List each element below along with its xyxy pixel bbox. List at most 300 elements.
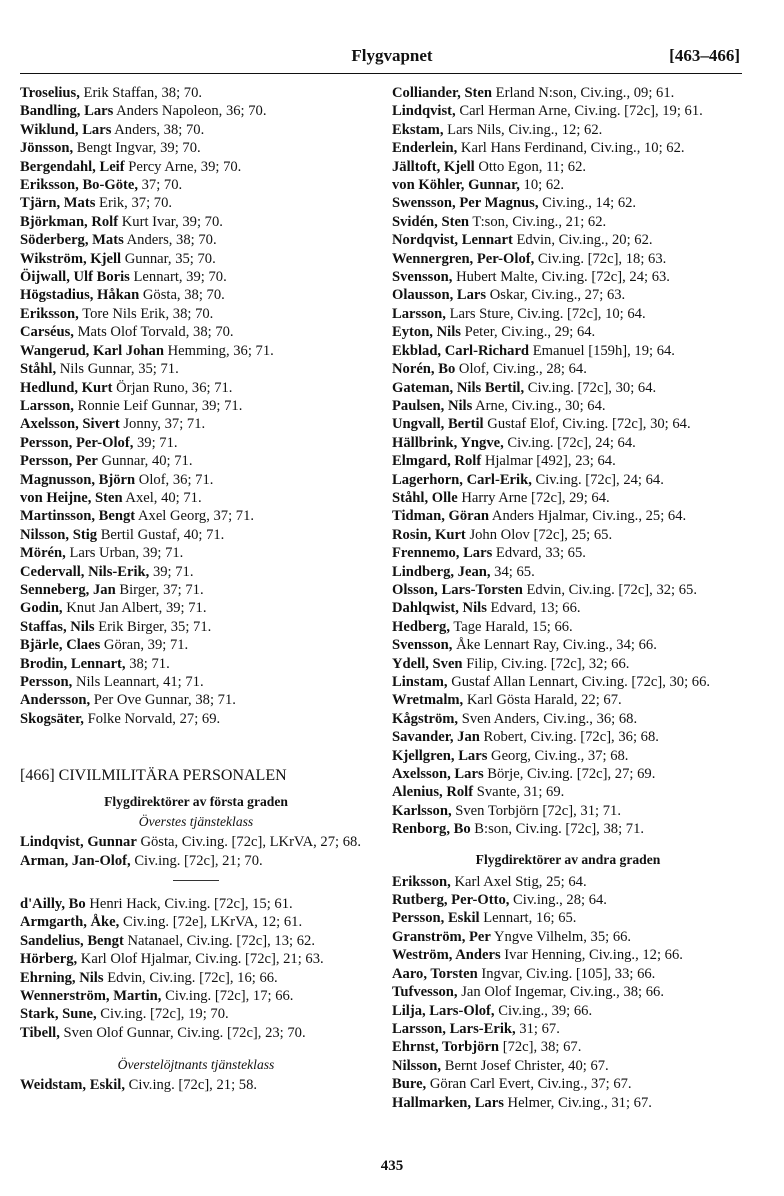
entry-bold-name: Wikström, Kjell bbox=[20, 250, 122, 267]
entry bbox=[20, 969, 372, 987]
entry-details: Karl Olof Hjalmar, Civ.ing. [72c], 21; 63. bbox=[77, 951, 324, 968]
entry-bold-name: d'Ailly, Bo bbox=[20, 896, 86, 913]
entry-bold-name: Bjärle, Claes bbox=[20, 637, 101, 654]
entry-details: Ronnie Leif Gunnar, 39; 71. bbox=[73, 397, 243, 414]
entry-bold-name: Wennerström, Martin, bbox=[20, 988, 162, 1005]
entry-details: Edvard, 13; 66. bbox=[486, 600, 581, 617]
entry-details: Bernt Josef Christer, 40; 67. bbox=[441, 1057, 609, 1074]
grade-heading: Flygdirektörer av första graden bbox=[104, 794, 288, 810]
entry-bold-name: Olsson, Lars-Torsten bbox=[392, 581, 523, 598]
entry bbox=[20, 231, 372, 249]
entry bbox=[20, 507, 372, 525]
entry bbox=[20, 342, 372, 360]
entry-details: Percy Arne, 39; 70. bbox=[124, 158, 242, 175]
entry bbox=[392, 909, 744, 927]
entry-bold-name: Persson, Per bbox=[20, 453, 98, 470]
entry bbox=[392, 286, 744, 304]
entry-details: Karl Hans Ferdinand, Civ.ing., 10; 62. bbox=[457, 140, 685, 157]
entry-details: Göran, 39; 71. bbox=[100, 637, 189, 654]
entry bbox=[392, 231, 744, 249]
entry bbox=[20, 852, 372, 870]
entry-details: Hubert Malte, Civ.ing. [72c], 24; 63. bbox=[452, 269, 670, 286]
entry-bold-name: Ydell, Sven bbox=[392, 655, 463, 672]
entry-bold-name: Weidstam, Eskil, bbox=[20, 1077, 126, 1094]
entry-bold-name: Colliander, Sten bbox=[392, 85, 493, 101]
entry bbox=[392, 194, 744, 212]
entry-details: Göran Carl Evert, Civ.ing., 37; 67. bbox=[426, 1076, 632, 1093]
entry bbox=[20, 176, 372, 194]
entry-bold-name: Armgarth, Åke, bbox=[20, 914, 120, 931]
entry-details: Axel Georg, 37; 71. bbox=[135, 508, 255, 525]
entry-details: Erik Birger, 35; 71. bbox=[94, 618, 212, 635]
entry-bold-name: Ungvall, Bertil bbox=[392, 416, 484, 433]
entry bbox=[392, 489, 744, 507]
entry bbox=[392, 213, 744, 231]
entry-details: Civ.ing. [72c], 21; 70. bbox=[130, 852, 263, 869]
entry-bold-name: Persson, bbox=[20, 674, 73, 690]
right-entry-list-2 bbox=[392, 873, 744, 1112]
entry bbox=[20, 158, 372, 176]
entry-bold-name: Tidman, Göran bbox=[392, 508, 490, 525]
entry-bold-name: Hedlund, Kurt bbox=[20, 379, 113, 396]
running-header-section-code: [463–466] bbox=[669, 46, 740, 65]
header-rule bbox=[20, 73, 742, 74]
entry-bold-name: Larsson, bbox=[392, 305, 446, 322]
entry bbox=[392, 268, 744, 286]
entry bbox=[20, 415, 372, 433]
entry-details: Ingvar, Civ.ing. [105], 33; 66. bbox=[477, 965, 656, 982]
entry-details: Jan Olof Ingemar, Civ.ing., 38; 66. bbox=[457, 984, 664, 1001]
entry-details: Birger, 37; 71. bbox=[115, 581, 204, 598]
entry bbox=[392, 434, 744, 452]
entry-bold-name: Persson, Eskil bbox=[392, 910, 480, 927]
left-column bbox=[20, 84, 372, 1095]
entry bbox=[20, 305, 372, 323]
entry bbox=[20, 213, 372, 231]
entry bbox=[20, 895, 372, 913]
entry-details: Georg, Civ.ing., 37; 68. bbox=[487, 747, 629, 764]
entry-details: Örjan Runo, 36; 71. bbox=[112, 379, 233, 396]
entry bbox=[392, 820, 744, 838]
entry-details: Kurt Ivar, 39; 70. bbox=[118, 213, 223, 230]
entry-details: Edvin, Civ.ing., 20; 62. bbox=[512, 232, 653, 249]
entry-bold-name: Sandelius, Bengt bbox=[20, 932, 124, 949]
entry-bold-name: Hällbrink, Yngve, bbox=[392, 434, 504, 451]
entry-bold-name: Cedervall, Nils-Erik, bbox=[20, 563, 150, 580]
entry-bold-name: Godin, bbox=[20, 600, 63, 617]
entry bbox=[392, 946, 744, 964]
entry-bold-name: Jönsson, bbox=[20, 140, 74, 157]
entry-bold-name: Lindqvist, Gunnar bbox=[20, 834, 137, 851]
entry-details: Robert, Civ.ing. [72c], 36; 68. bbox=[479, 729, 659, 746]
entry-details: Nils Leannart, 41; 71. bbox=[72, 674, 204, 690]
entry-details: Gösta, Civ.ing. [72c], LKrVA, 27; 68. bbox=[136, 834, 361, 851]
rank-class-heading: Överstes tjänsteklass bbox=[138, 814, 254, 830]
entry-bold-name: Jälltoft, Kjell bbox=[392, 158, 475, 175]
entry-bold-name: Nordqvist, Lennart bbox=[392, 232, 513, 249]
entry-bold-name: Elmgard, Rolf bbox=[392, 453, 482, 470]
entry-bold-name: Alenius, Rolf bbox=[392, 784, 474, 801]
entry-details: Civ.ing. [72c], 30; 64. bbox=[524, 379, 657, 396]
entry-bold-name: Dahlqwist, Nils bbox=[392, 600, 487, 617]
entry-bold-name: Senneberg, Jan bbox=[20, 581, 116, 598]
entry bbox=[20, 250, 372, 268]
entry-bold-name: Lilja, Lars-Olof, bbox=[392, 1002, 495, 1019]
entry bbox=[20, 526, 372, 544]
entry-bold-name: Ekstam, bbox=[392, 121, 444, 138]
entry bbox=[20, 379, 372, 397]
entry-bold-name: Eriksson, bbox=[20, 305, 79, 322]
entry bbox=[20, 710, 372, 728]
entry-details: Knut Jan Albert, 39; 71. bbox=[62, 600, 207, 617]
entry bbox=[392, 802, 744, 820]
entry-details: Olof, 36; 71. bbox=[135, 471, 214, 488]
entry-details: Ivar Henning, Civ.ing., 12; 66. bbox=[500, 947, 683, 964]
entry-bold-name: Hedberg, bbox=[392, 618, 450, 635]
entry bbox=[20, 932, 372, 950]
entry bbox=[20, 599, 372, 617]
entry bbox=[20, 434, 372, 452]
entry-details: Edvin, Civ.ing. [72c], 16; 66. bbox=[103, 969, 278, 986]
entry bbox=[20, 544, 372, 562]
entry bbox=[392, 1094, 744, 1112]
entry bbox=[392, 1057, 744, 1075]
entry-bold-name: Martinsson, Bengt bbox=[20, 508, 136, 525]
entry bbox=[20, 286, 372, 304]
entry-bold-name: Weström, Anders bbox=[392, 947, 501, 964]
entry-bold-name: Kågström, bbox=[392, 710, 459, 727]
entry-bold-name: Bandling, Lars bbox=[20, 103, 114, 120]
entry bbox=[392, 581, 744, 599]
entry bbox=[392, 250, 744, 268]
entry bbox=[20, 987, 372, 1005]
entry bbox=[392, 710, 744, 728]
entry-details: Oskar, Civ.ing., 27; 63. bbox=[486, 287, 626, 304]
entry-details: B:son, Civ.ing. [72c], 38; 71. bbox=[470, 821, 645, 838]
entry-bold-name: Eyton, Nils bbox=[392, 324, 461, 341]
entry bbox=[392, 983, 744, 1001]
entry-details: Folke Norvald, 27; 69. bbox=[83, 710, 221, 727]
entry bbox=[20, 452, 372, 470]
entry-details: Civ.ing. [72e], LKrVA, 12; 61. bbox=[119, 914, 303, 931]
entry-details: 37; 70. bbox=[137, 177, 183, 194]
entry-bold-name: Nilsson, bbox=[392, 1057, 442, 1074]
entry-bold-name: Olausson, Lars bbox=[392, 287, 487, 304]
entry-details: Nils Gunnar, 35; 71. bbox=[56, 361, 179, 378]
entry-details: Lars Sture, Civ.ing. [72c], 10; 64. bbox=[445, 305, 646, 322]
entry bbox=[392, 342, 744, 360]
entry bbox=[392, 323, 744, 341]
entry-bold-name: Larsson, Lars-Erik, bbox=[392, 1020, 516, 1037]
entry-bold-name: von Köhler, Gunnar, bbox=[392, 177, 520, 194]
entry-bold-name: Bergendahl, Leif bbox=[20, 158, 125, 175]
entry-details: Civ.ing. [72c], 19; 70. bbox=[96, 1006, 229, 1023]
entry-bold-name: Norén, Bo bbox=[392, 361, 456, 378]
entry-details: Karl Axel Stig, 25; 64. bbox=[450, 873, 587, 890]
entry-details: 38; 71. bbox=[125, 655, 170, 672]
entry-bold-name: Staffas, Nils bbox=[20, 618, 95, 635]
entry bbox=[392, 1075, 744, 1093]
entry-details: Sven Torbjörn [72c], 31; 71. bbox=[451, 802, 621, 819]
entry-bold-name: Öijwall, Ulf Boris bbox=[20, 269, 130, 286]
entry-bold-name: Lindberg, Jean, bbox=[392, 563, 491, 580]
entry-details: Börje, Civ.ing. [72c], 27; 69. bbox=[483, 766, 656, 783]
entry bbox=[392, 84, 744, 102]
entry-details: Bertil Gustaf, 40; 71. bbox=[97, 526, 225, 543]
entry-details: Civ.ing. [72c], 17; 66. bbox=[161, 988, 294, 1005]
entry-details: Tage Harald, 15; 66. bbox=[449, 618, 573, 635]
entry-details: Arne, Civ.ing., 30; 64. bbox=[472, 397, 606, 414]
entry bbox=[392, 121, 744, 139]
entry-bold-name: Svensson, bbox=[392, 637, 453, 654]
entry bbox=[20, 833, 372, 851]
entry bbox=[20, 397, 372, 415]
entry-bold-name: Karlsson, bbox=[392, 802, 452, 819]
entry-bold-name: Svensson, bbox=[392, 269, 453, 286]
entry bbox=[392, 728, 744, 746]
entry-details: Per Ove Gunnar, 38; 71. bbox=[90, 692, 236, 709]
entry bbox=[20, 618, 372, 636]
entry-details: Otto Egon, 11; 62. bbox=[474, 158, 587, 175]
entry bbox=[392, 765, 744, 783]
entry-group-2 bbox=[20, 895, 372, 1042]
entry-bold-name: Gateman, Nils Bertil, bbox=[392, 379, 525, 396]
entry-bold-name: Lindqvist, bbox=[392, 103, 456, 120]
entry bbox=[20, 360, 372, 378]
entry-details: 34; 65. bbox=[490, 563, 535, 580]
section-title: [466] CIVILMILITÄRA PERSONALEN bbox=[20, 767, 287, 785]
entry bbox=[392, 655, 744, 673]
entry bbox=[392, 599, 744, 617]
entry bbox=[20, 1076, 372, 1094]
entry-bold-name: Kjellgren, Lars bbox=[392, 747, 488, 764]
entry-bold-name: Rutberg, Per-Otto, bbox=[392, 892, 510, 909]
entry-details: Civ.ing. [72c], 18; 63. bbox=[534, 250, 667, 267]
left-entry-list bbox=[20, 84, 372, 728]
entry bbox=[392, 1020, 744, 1038]
entry-bold-name: Frennemo, Lars bbox=[392, 545, 493, 562]
entry-bold-name: Stark, Sune, bbox=[20, 1006, 97, 1023]
entry-bold-name: Lagerhorn, Carl-Erik, bbox=[392, 471, 532, 488]
entry-details: Karl Gösta Harald, 22; 67. bbox=[463, 692, 622, 709]
entry-bold-name: Andersson, bbox=[20, 692, 91, 709]
entry bbox=[392, 965, 744, 983]
entry bbox=[392, 176, 744, 194]
entry-details: Sven Olof Gunnar, Civ.ing. [72c], 23; 70. bbox=[59, 1024, 306, 1041]
running-header-title: Flygvapnet bbox=[351, 46, 433, 65]
entry-details: Lars Nils, Civ.ing., 12; 62. bbox=[443, 121, 603, 138]
entry bbox=[392, 563, 744, 581]
entry-details: Bengt Ingvar, 39; 70. bbox=[73, 140, 201, 157]
entry-details: Filip, Civ.ing. [72c], 32; 66. bbox=[462, 655, 630, 672]
entry-details: Civ.ing. [72c], 24; 64. bbox=[531, 471, 664, 488]
entry-details: 39; 71. bbox=[133, 434, 178, 451]
entry-bold-name: Svidén, Sten bbox=[392, 213, 470, 230]
entry bbox=[392, 1038, 744, 1056]
entry bbox=[20, 323, 372, 341]
entry-details: Erland N:son, Civ.ing., 09; 61. bbox=[492, 85, 675, 101]
entry-details: Axel, 40; 71. bbox=[122, 489, 202, 506]
entry bbox=[392, 526, 744, 544]
entry-details: Emanuel [159h], 19; 64. bbox=[529, 342, 675, 359]
entry-details: Civ.ing., 14; 62. bbox=[538, 195, 637, 212]
entry-details: T:son, Civ.ing., 21; 62. bbox=[469, 213, 607, 230]
entry-bold-name: Söderberg, Mats bbox=[20, 232, 124, 249]
entry bbox=[20, 121, 372, 139]
entry bbox=[392, 471, 744, 489]
entry-details: Anders, 38; 70. bbox=[111, 121, 205, 138]
entry-group-1 bbox=[20, 833, 372, 870]
entry-details: Lars Urban, 39; 71. bbox=[65, 545, 184, 562]
entry-bold-name: von Heijne, Sten bbox=[20, 489, 123, 506]
entry-details: Edvard, 33; 65. bbox=[492, 545, 586, 562]
entry-details: John Olov [72c], 25; 65. bbox=[465, 526, 613, 543]
entry bbox=[392, 507, 744, 525]
entry-bold-name: Renborg, Bo bbox=[392, 821, 471, 838]
entry-bold-name: Arman, Jan-Olof, bbox=[20, 852, 131, 869]
entry bbox=[392, 544, 744, 562]
entry-details: Harry Arne [72c], 29; 64. bbox=[457, 489, 610, 506]
entry-group-3 bbox=[20, 1076, 372, 1094]
entry-bold-name: Paulsen, Nils bbox=[392, 397, 473, 414]
entry bbox=[20, 194, 372, 212]
entry bbox=[20, 673, 372, 691]
entry bbox=[20, 581, 372, 599]
entry bbox=[20, 636, 372, 654]
entry bbox=[20, 1024, 372, 1042]
section-divider bbox=[173, 880, 219, 881]
entry-bold-name: Troselius, bbox=[20, 85, 80, 101]
entry-bold-name: Carséus, bbox=[20, 324, 74, 341]
entry-bold-name: Skogsäter, bbox=[20, 710, 84, 727]
entry-bold-name: Axelsson, Sivert bbox=[20, 416, 120, 433]
entry-bold-name: Larsson, bbox=[20, 397, 74, 414]
entry bbox=[392, 379, 744, 397]
entry bbox=[392, 928, 744, 946]
entry bbox=[20, 691, 372, 709]
grade-heading-2: Flygdirektörer av andra graden bbox=[475, 851, 661, 867]
entry-bold-name: Persson, Per-Olof, bbox=[20, 434, 134, 451]
entry-bold-name: Ehrning, Nils bbox=[20, 969, 104, 986]
entry bbox=[392, 636, 744, 654]
entry-details: Erik, 37; 70. bbox=[95, 195, 173, 212]
entry-details: Hjalmar [492], 23; 64. bbox=[481, 453, 616, 470]
entry-bold-name: Wiklund, Lars bbox=[20, 121, 112, 138]
entry bbox=[20, 102, 372, 120]
entry-bold-name: Tjärn, Mats bbox=[20, 195, 96, 212]
entry-details: [72c], 38; 67. bbox=[499, 1039, 582, 1056]
entry-bold-name: Granström, Per bbox=[392, 928, 491, 945]
entry bbox=[20, 268, 372, 286]
page-number: 435 bbox=[380, 1158, 404, 1174]
entry-details: Edvin, Civ.ing. [72c], 32; 65. bbox=[522, 581, 697, 598]
entry bbox=[392, 783, 744, 801]
entry-details: Civ.ing. [72c], 21; 58. bbox=[125, 1077, 258, 1094]
entry-bold-name: Tufvesson, bbox=[392, 984, 458, 1001]
entry-details: Lennart, 16; 65. bbox=[479, 910, 577, 927]
entry bbox=[392, 360, 744, 378]
entry-bold-name: Hallmarken, Lars bbox=[392, 1094, 504, 1111]
entry-bold-name: Ekblad, Carl-Richard bbox=[392, 342, 530, 359]
entry-bold-name: Wangerud, Karl Johan bbox=[20, 342, 164, 359]
entry-details: Civ.ing. [72c], 24; 64. bbox=[503, 434, 636, 451]
entry bbox=[392, 691, 744, 709]
right-entry-list bbox=[392, 84, 744, 839]
entry-details: Gunnar, 35; 70. bbox=[121, 250, 216, 267]
entry bbox=[20, 139, 372, 157]
entry-details: Helmer, Civ.ing., 31; 67. bbox=[503, 1094, 652, 1111]
entry bbox=[392, 415, 744, 433]
entry-details: 39; 71. bbox=[149, 563, 194, 580]
entry-details: 10; 62. bbox=[519, 177, 565, 194]
entry-bold-name: Björkman, Rolf bbox=[20, 213, 119, 230]
entry-bold-name: Swensson, Per Magnus, bbox=[392, 195, 539, 212]
entry bbox=[20, 1005, 372, 1023]
entry bbox=[392, 397, 744, 415]
entry bbox=[392, 673, 744, 691]
entry bbox=[20, 950, 372, 968]
entry bbox=[392, 158, 744, 176]
entry bbox=[20, 655, 372, 673]
entry-details: Hemming, 36; 71. bbox=[163, 342, 274, 359]
entry-bold-name: Enderlein, bbox=[392, 140, 458, 157]
entry-bold-name: Wennergren, Per-Olof, bbox=[392, 250, 535, 267]
entry-bold-name: Eriksson, Bo-Göte, bbox=[20, 177, 138, 194]
entry-details: Gustaf Allan Lennart, Civ.ing. [72c], 30; 66. bbox=[447, 674, 711, 690]
entry-details: Sven Anders, Civ.ing., 36; 68. bbox=[458, 710, 638, 727]
entry-details: Åke Lennart Ray, Civ.ing., 34; 66. bbox=[452, 637, 657, 654]
entry-details: Olof, Civ.ing., 28; 64. bbox=[455, 361, 587, 378]
entry-bold-name: Mörén, bbox=[20, 545, 66, 562]
rank-class-heading-2: Överstelöjtnants tjänsteklass bbox=[117, 1057, 275, 1073]
entry-details: Tore Nils Erik, 38; 70. bbox=[78, 305, 214, 322]
entry-bold-name: Högstadius, Håkan bbox=[20, 287, 140, 304]
entry bbox=[20, 84, 372, 102]
entry-bold-name: Wretmalm, bbox=[392, 692, 464, 709]
entry-bold-name: Ehrnst, Torbjörn bbox=[392, 1039, 500, 1056]
entry-bold-name: Ståhl, Olle bbox=[392, 489, 458, 506]
entry-details: Jonny, 37; 71. bbox=[119, 416, 206, 433]
entry bbox=[392, 1002, 744, 1020]
entry-details: Anders, 38; 70. bbox=[123, 232, 217, 249]
entry bbox=[392, 102, 744, 120]
entry bbox=[20, 563, 372, 581]
right-column bbox=[392, 84, 744, 1112]
entry-bold-name: Linstam, bbox=[392, 674, 448, 690]
entry-bold-name: Savander, Jan bbox=[392, 729, 480, 746]
entry-details: Gustaf Elof, Civ.ing. [72c], 30; 64. bbox=[483, 416, 691, 433]
entry-bold-name: Rosin, Kurt bbox=[392, 526, 466, 543]
entry-details: Anders Napoleon, 36; 70. bbox=[113, 103, 267, 120]
entry-details: Henri Hack, Civ.ing. [72c], 15; 61. bbox=[85, 896, 293, 913]
entry bbox=[20, 489, 372, 507]
entry-bold-name: Nilsson, Stig bbox=[20, 526, 98, 543]
entry-details: Gunnar, 40; 71. bbox=[97, 453, 193, 470]
entry-details: Carl Herman Arne, Civ.ing. [72c], 19; 61. bbox=[455, 103, 703, 120]
entry-details: Mats Olof Torvald, 38; 70. bbox=[73, 324, 234, 341]
entry bbox=[392, 452, 744, 470]
entry-bold-name: Aaro, Torsten bbox=[392, 965, 478, 982]
entry-details: Svante, 31; 69. bbox=[473, 784, 565, 801]
entry-details: Anders Hjalmar, Civ.ing., 25; 64. bbox=[489, 508, 687, 525]
entry-bold-name: Magnusson, Björn bbox=[20, 471, 136, 488]
entry-bold-name: Eriksson, bbox=[392, 873, 451, 890]
entry-bold-name: Ståhl, bbox=[20, 361, 57, 378]
entry-bold-name: Brodin, Lennart, bbox=[20, 655, 126, 672]
entry-details: 31; 67. bbox=[515, 1020, 560, 1037]
entry bbox=[392, 305, 744, 323]
entry-bold-name: Tibell, bbox=[20, 1024, 60, 1041]
